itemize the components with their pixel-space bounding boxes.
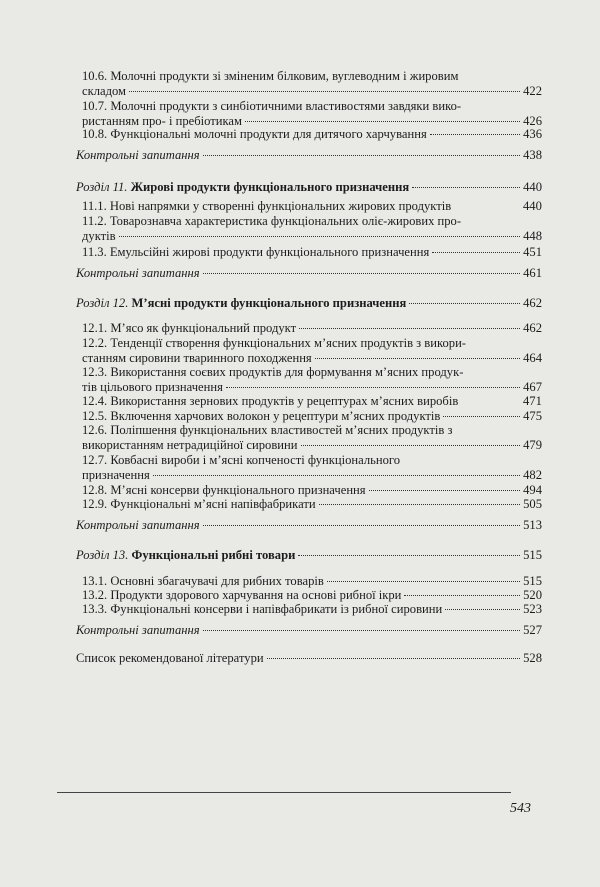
toc-page-number: 426 <box>523 114 542 128</box>
toc-page-number: 461 <box>523 266 542 280</box>
section-prefix: Розділ 12. <box>76 296 129 310</box>
toc-entry-text: 12.6. Поліпшення функціональних властивостей м’ясних продуктів з <box>82 423 453 437</box>
toc-page-number: 422 <box>523 84 542 98</box>
toc-entry-leader-line <box>76 651 542 666</box>
toc-entry-text: Контрольні запитання <box>76 518 200 532</box>
page-folio: 543 <box>510 801 531 816</box>
section-title: М’ясні продукти функціонального призначення <box>131 296 407 310</box>
section-prefix: Розділ 11. <box>76 180 128 194</box>
toc-page-number: 438 <box>523 148 542 162</box>
dot-leader <box>369 490 521 491</box>
toc-entry-leader-line <box>82 468 542 483</box>
footer-rule <box>57 792 511 793</box>
toc-entry-leader-line <box>82 229 542 244</box>
toc-entry-leader-line <box>82 127 542 142</box>
toc-entry-text: Контрольні запитання <box>76 148 200 162</box>
toc-page-number: 520 <box>523 588 542 602</box>
toc-entry-text: призначення <box>82 468 150 482</box>
toc-entry-leader-line <box>82 245 542 260</box>
toc-entry-text: 10.8. Функціональні молочні продукти для дитячого харчування <box>82 127 427 141</box>
toc-entry-leader-line <box>82 321 542 336</box>
toc-entry-text: 12.3. Використання соєвих продуктів для формування м’ясних продук- <box>82 365 464 379</box>
toc-entry-text: Список рекомендованої літератури <box>76 651 264 665</box>
toc-entry-leader-line <box>76 518 542 533</box>
toc-entry-text: 13.1. Основні збагачувачі для рибних товарів <box>82 574 324 588</box>
toc-entry-text: Контрольні запитання <box>76 623 200 637</box>
dot-leader <box>432 252 520 253</box>
dot-leader <box>430 134 520 135</box>
toc-entry-leader-line <box>76 296 542 311</box>
dot-leader <box>129 91 520 92</box>
dot-leader <box>301 445 521 446</box>
toc-entry-leader-line <box>76 266 542 281</box>
toc-page-number: 471 <box>523 394 542 408</box>
toc-entry-leader-line <box>82 380 542 395</box>
toc-entry-leader-line <box>76 180 542 195</box>
dot-leader <box>203 525 520 526</box>
toc-entry-leader-line <box>82 602 542 617</box>
toc-page-number: 467 <box>523 380 542 394</box>
toc-page-number: 482 <box>523 468 542 482</box>
dot-leader <box>298 555 520 556</box>
toc-entry-text: 12.4. Використання зернових продуктів у рецептурах м’ясних виробів <box>82 394 459 408</box>
toc-entry-text: 10.6. Молочні продукти зі зміненим білковим, вуглеводним і жировим <box>82 69 459 83</box>
toc-page-number: 464 <box>523 351 542 365</box>
toc-entry-text: використанням нетрадиційної сировини <box>82 438 298 452</box>
toc-entry-text: 12.5. Включення харчових волокон у рецептури м’ясних продуктів <box>82 409 441 423</box>
toc-entry-leader-line <box>82 409 542 424</box>
dot-leader <box>404 595 520 596</box>
toc-entry-text: 12.2. Тенденції створення функціональних м’ясних продуктів з викори- <box>82 336 466 350</box>
toc-page-number: 475 <box>523 409 542 423</box>
dot-leader <box>203 155 520 156</box>
toc-entry-text: тів цільового призначення <box>82 380 223 394</box>
toc-page-number: 479 <box>523 438 542 452</box>
toc-page-number: 462 <box>523 321 542 335</box>
toc-entry-leader-line <box>76 548 542 563</box>
toc-entry-leader-line <box>82 483 542 498</box>
toc-section-heading <box>76 180 409 195</box>
dot-leader <box>245 121 520 122</box>
toc-section-heading <box>76 296 406 311</box>
toc-page-number: 462 <box>523 296 542 310</box>
toc-entry-text: 13.3. Функціональні консерви і напівфабрикати із рибної сировини <box>82 602 443 616</box>
toc-page-number: 451 <box>523 245 542 259</box>
toc-page-number: 494 <box>523 483 542 497</box>
toc-entry-text: дуктів <box>82 229 116 243</box>
toc-entry-leader-line <box>82 84 542 99</box>
toc-page-number: 515 <box>523 574 542 588</box>
toc-entry-text: 11.3. Емульсійні жирові продукти функціонального призначення <box>82 245 430 259</box>
toc-page-number: 440 <box>523 180 542 194</box>
toc-entry-text: станням сировини тваринного походження <box>82 351 312 365</box>
dot-leader <box>203 630 520 631</box>
dot-leader <box>315 358 520 359</box>
toc-entry-leader-line <box>76 148 542 163</box>
toc-page-number: 523 <box>523 602 542 616</box>
toc-section-heading <box>76 548 295 563</box>
toc-page-number: 513 <box>523 518 542 532</box>
toc-entry-leader-line <box>82 351 542 366</box>
dot-leader <box>267 658 520 659</box>
dot-leader <box>299 328 520 329</box>
toc-page-number: 515 <box>523 548 542 562</box>
dot-leader <box>119 236 521 237</box>
dot-leader <box>226 387 520 388</box>
toc-entry-text: Контрольні запитання <box>76 266 200 280</box>
toc-page-number: 527 <box>523 623 542 637</box>
dot-leader <box>319 504 521 505</box>
dot-leader <box>327 581 520 582</box>
dot-leader <box>412 187 520 188</box>
toc-entry-text: 12.8. М’ясні консерви функціонального призначення <box>82 483 366 497</box>
dot-leader <box>445 609 520 610</box>
toc-entry-leader-line <box>82 497 542 512</box>
dot-leader <box>153 475 520 476</box>
section-title: Функціональні рибні товари <box>131 548 296 562</box>
toc-entry-text: 12.1. М’ясо як функціональний продукт <box>82 321 297 335</box>
toc-page-number: 528 <box>523 651 542 665</box>
section-prefix: Розділ 13. <box>76 548 129 562</box>
dot-leader <box>203 273 520 274</box>
toc-entry-text: ристанням про- і пребіотикам <box>82 114 242 128</box>
toc-entry-text: 12.7. Ковбасні вироби і м’ясні копченості функціонального <box>82 453 401 467</box>
toc-entry-text: 13.2. Продукти здорового харчування на основі рибної ікри <box>82 588 402 602</box>
toc-entry-text: 11.1. Нові напрямки у створенні функціональних жирових продуктів <box>82 199 452 213</box>
toc-entry-leader-line <box>82 588 542 603</box>
toc-page-number: 448 <box>523 229 542 243</box>
dot-leader <box>409 303 520 304</box>
toc-page-number: 436 <box>523 127 542 141</box>
toc-entry-text: складом <box>82 84 127 98</box>
toc-entry-leader-line <box>76 623 542 638</box>
toc-entry-leader-line <box>82 438 542 453</box>
dot-leader <box>443 416 520 417</box>
section-title: Жирові продукти функціонального призначення <box>130 180 410 194</box>
toc-entry-text: 11.2. Товарознавча характеристика функціональних оліє-жирових про- <box>82 214 462 228</box>
toc-entry-text: 12.9. Функціональні м’ясні напівфабрикати <box>82 497 316 511</box>
toc-page-number: 505 <box>523 497 542 511</box>
toc-page-number: 440 <box>523 199 542 213</box>
toc-entry-text: 10.7. Молочні продукти з синбіотичними властивостями завдяки вико- <box>82 99 462 113</box>
toc-entry-leader-line <box>82 574 542 589</box>
